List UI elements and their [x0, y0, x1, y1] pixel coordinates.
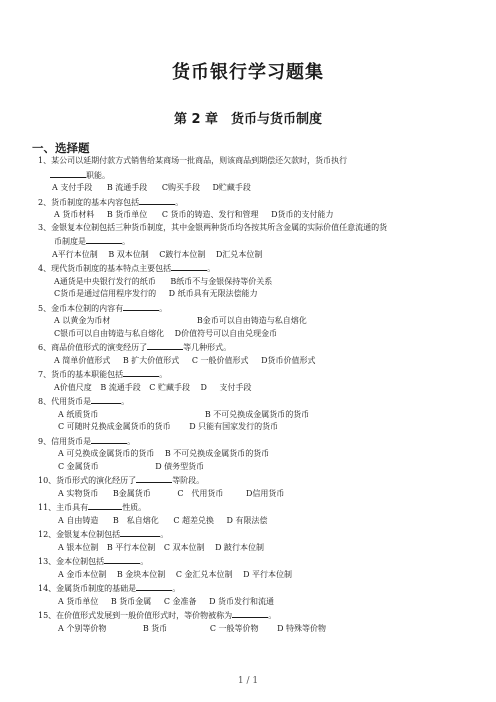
question-list: [38, 155, 478, 635]
option-a: A 银本位制: [58, 542, 99, 552]
question-text: 2、货币制度的基本内容包括: [38, 197, 140, 207]
option-a: A价值尺度: [54, 382, 92, 392]
option-a: A 以黄金为币材: [54, 316, 111, 325]
option-a: A 实物货币: [58, 488, 99, 498]
question-text: 币制度是: [54, 237, 86, 246]
options-row: [38, 288, 478, 301]
option-b: B 货币金属: [110, 596, 152, 606]
option-d: D信用货币: [245, 488, 285, 498]
options-row: [38, 569, 478, 582]
option-d: D价值符号可以自由兑现金币: [174, 328, 278, 338]
option-a: A 个别等价物: [58, 623, 107, 633]
answer-blank: [139, 195, 175, 205]
option-a: A 自由铸造: [58, 515, 99, 525]
option-d: D: [200, 382, 207, 392]
question-3: 3、金银复本位制包括三种货币制度，其中金银两种货币均各按其所含金属的实际价值任意流通的货 币制度是 。 A平行本位制 B 双本位制 C跛行本位制 D汇兑本位制: [38, 222, 478, 262]
option-c: C购买手段: [161, 183, 200, 192]
option-a: A 货币材料: [54, 210, 95, 219]
option-a: A 简单价值形式: [54, 355, 111, 365]
question-8: 8、代用货币是 。 A 纸质货币 B 不可兑换成金属货币的货币 C 可随时兑换成金属货币的货币 D 只能有国家发行的货币: [38, 394, 478, 434]
question-text: 5、金币本位制的内容有: [38, 303, 124, 313]
options-row: [38, 409, 478, 422]
question-7: 7、货币的基本职能包括 。 A价值尺度 B 流通手段 C 贮藏手段 D 支付手段: [38, 367, 478, 394]
question-text: 职能。: [86, 170, 110, 180]
answer-blank: [88, 500, 122, 510]
answer-blank: [171, 261, 207, 271]
option-a: A 金币本位制: [58, 569, 107, 579]
question-text: 1、某公司以延期付款方式销售给某商场一批商品，则该商品到期偿还欠款时，货币执行: [38, 156, 348, 165]
options-row: [38, 355, 478, 368]
option-b: B 流通手段: [100, 382, 141, 392]
option-c: C 一般等价物: [209, 623, 259, 633]
options-row: [38, 315, 478, 328]
option-b: B 扩大价值形式: [122, 355, 180, 365]
question-text: 6、商品价值形式的演变经历了: [38, 343, 148, 352]
option-d-text: 支付手段: [219, 382, 252, 392]
option-d: D 债务型货币: [155, 461, 205, 471]
answer-blank: [232, 608, 268, 618]
answer-blank: [136, 581, 172, 591]
option-b: B 双本位制: [108, 249, 149, 259]
option-c: C银币可以自由铸造与私自熔化: [54, 328, 165, 338]
options-row: [38, 596, 478, 609]
option-c: C 可随时兑换成金属货币的货币: [58, 422, 171, 431]
document-title: 货币银行学习题集: [172, 62, 324, 83]
question-12: 12、金银复本位制包括 。 A 银本位制 B 平行本位制 C 双本位制 D 跛行本位制: [38, 527, 478, 554]
question-text: 9、信用货币是: [38, 436, 92, 446]
option-d: D 跛行本位制: [215, 542, 265, 552]
option-c: C货币是通过信用程序发行的: [54, 289, 157, 298]
question-6: 6、商品价值形式的演变经历了 等几种形式。 A 简单价值形式 B 扩大价值形式 C 一般价值形式 D货币价值形式: [38, 340, 478, 367]
question-text: 15、在价值形式发展到一般价值形式时，等价物被称为: [38, 611, 233, 620]
section-title: 一、选择题: [32, 141, 90, 155]
option-b: B 不可兑换成金属货币的货币: [164, 449, 270, 458]
options-row: [38, 421, 478, 434]
option-c: C 贮藏手段: [149, 382, 190, 392]
option-b: B 金块本位制: [116, 569, 166, 579]
question-text: 14、金属货币制度的基础是: [38, 584, 137, 593]
option-c: C 一般价值形式: [191, 355, 249, 365]
answer-blank: [91, 434, 127, 444]
option-d: D 货币发行和流通: [209, 596, 275, 606]
answer-blank: [86, 234, 122, 244]
option-a: A 货币单位: [58, 596, 99, 606]
question-text: 4、现代货币制度的基本特点主要包括: [38, 264, 172, 273]
question-text: 8、代用货币是: [38, 397, 92, 406]
question-text: 11、主币具有: [38, 503, 89, 512]
option-d: D 有限法偿: [226, 515, 268, 525]
options-row: [38, 276, 478, 289]
option-b: B 私自熔化: [112, 515, 159, 525]
option-d: D汇兑本位制: [215, 249, 263, 259]
options-row: [38, 488, 478, 501]
option-d: D货币价值形式: [261, 355, 316, 365]
option-d: D 特殊等价物: [277, 623, 327, 633]
answer-blank: [123, 301, 159, 311]
options-row: [38, 328, 478, 341]
question-1: [38, 155, 478, 195]
question-11: 11、主币具有 性质。 A 自由铸造 B 私自熔化 C 超差兑换 D 有限法偿: [38, 500, 478, 527]
answer-blank: [91, 394, 121, 404]
options-row: [38, 461, 478, 474]
option-c: C 代用货币: [177, 488, 224, 498]
option-a: A平行本位制: [52, 249, 98, 259]
chapter-title: 第 2 章 货币与货币制度: [173, 112, 323, 127]
option-b: B 平行本位制: [106, 542, 156, 552]
question-15: 15、在价值形式发展到一般价值形式时，等价物被称为 。 A 个别等价物 B 货币 C 一般等价物 D 特殊等价物: [38, 608, 478, 635]
option-c: C跛行本位制: [159, 249, 206, 259]
option-d: D 只能有国家发行的货币: [189, 422, 279, 431]
option-d: D 平行本位制: [243, 569, 293, 579]
answer-blank: [120, 527, 160, 537]
option-d: D贮藏手段: [212, 183, 251, 192]
option-c: C 超差兑换: [173, 515, 214, 525]
option-d: D货币的支付能力: [271, 210, 334, 219]
option-c: C 货币的铸造、发行和管理: [161, 210, 259, 219]
options-row: [38, 542, 478, 555]
question-2: 2、货币制度的基本内容包括 。 A 货币材料 B 货币单位 C 货币的铸造、发行和管理 D货币的支付能力: [38, 195, 478, 222]
options-row: [38, 448, 478, 461]
option-b: B 货币: [142, 623, 168, 633]
question-text: 7、货币的基本职能包括: [38, 370, 124, 379]
question-text: 3、金银复本位制包括三种货币制度，其中金银两种货币均各按其所含金属的实际价值任意流通的货: [38, 222, 388, 232]
option-a: A 纸质货币: [58, 409, 99, 419]
option-b: B金属货币: [112, 488, 151, 498]
question-text: 12、金银复本位制包括: [38, 530, 121, 539]
answer-blank: [123, 367, 159, 377]
answer-blank: [147, 340, 183, 350]
question-5: 5、金币本位制的内容有 。 A 以黄金为币材 B金币可以自由铸造与私自熔化 C银币可以自由铸造与私自熔化 D价值符号可以自由兑现金币: [38, 301, 478, 341]
page-number: 1 / 1: [237, 676, 259, 686]
option-b: B金币可以自由铸造与私自熔化: [196, 316, 307, 325]
options-row: [38, 382, 478, 395]
options-row: [38, 209, 478, 222]
answer-blank: [50, 168, 86, 178]
option-b: B纸币不与金银保持等价关系: [170, 276, 273, 286]
option-c: C 双本位制: [163, 542, 205, 552]
option-c: C 金汇兑本位制: [175, 569, 233, 579]
answer-blank: [136, 473, 172, 483]
answer-blank: [104, 554, 140, 564]
option-b: B 不可兑换成金属货币的货币: [204, 409, 310, 419]
options-row: [38, 623, 478, 636]
options-row: [38, 515, 478, 528]
option-a: A 可兑换成金属货币的货币: [58, 449, 155, 458]
option-d: D 纸币具有无限法偿能力: [168, 289, 258, 298]
option-c: C 金属货币: [58, 461, 99, 471]
options-row: [38, 182, 478, 195]
question-9: 9、信用货币是 。 A 可兑换成金属货币的货币 B 不可兑换成金属货币的货币 C 金属货币 D 债务型货币: [38, 434, 478, 474]
question-text: 13、金本位制包括: [38, 557, 105, 566]
question-14: 14、金属货币制度的基础是 。 A 货币单位 B 货币金属 C 金准备 D 货币发行和流通: [38, 581, 478, 608]
option-a: A 支付手段: [52, 183, 93, 192]
question-text: 10、货币形式的演化经历了: [38, 476, 137, 485]
option-c: C 金准备: [163, 596, 197, 606]
options-row: [38, 249, 478, 262]
option-a: A通货是中央银行发行的纸币: [54, 276, 156, 286]
question-13: 13、金本位制包括 。 A 金币本位制 B 金块本位制 C 金汇兑本位制 D 平行本位制: [38, 554, 478, 581]
question-10: 10、货币形式的演化经历了 等阶段。 A 实物货币 B金属货币 C 代用货币 D信用货币: [38, 473, 478, 500]
question-4: 4、现代货币制度的基本特点主要包括 。 A通货是中央银行发行的纸币 B纸币不与金银保持等价关系 C货币是通过信用程序发行的 D 纸币具有无限法偿能力: [38, 261, 478, 301]
option-b: B 货币单位: [106, 210, 148, 219]
option-b: B 流通手段: [106, 183, 148, 192]
